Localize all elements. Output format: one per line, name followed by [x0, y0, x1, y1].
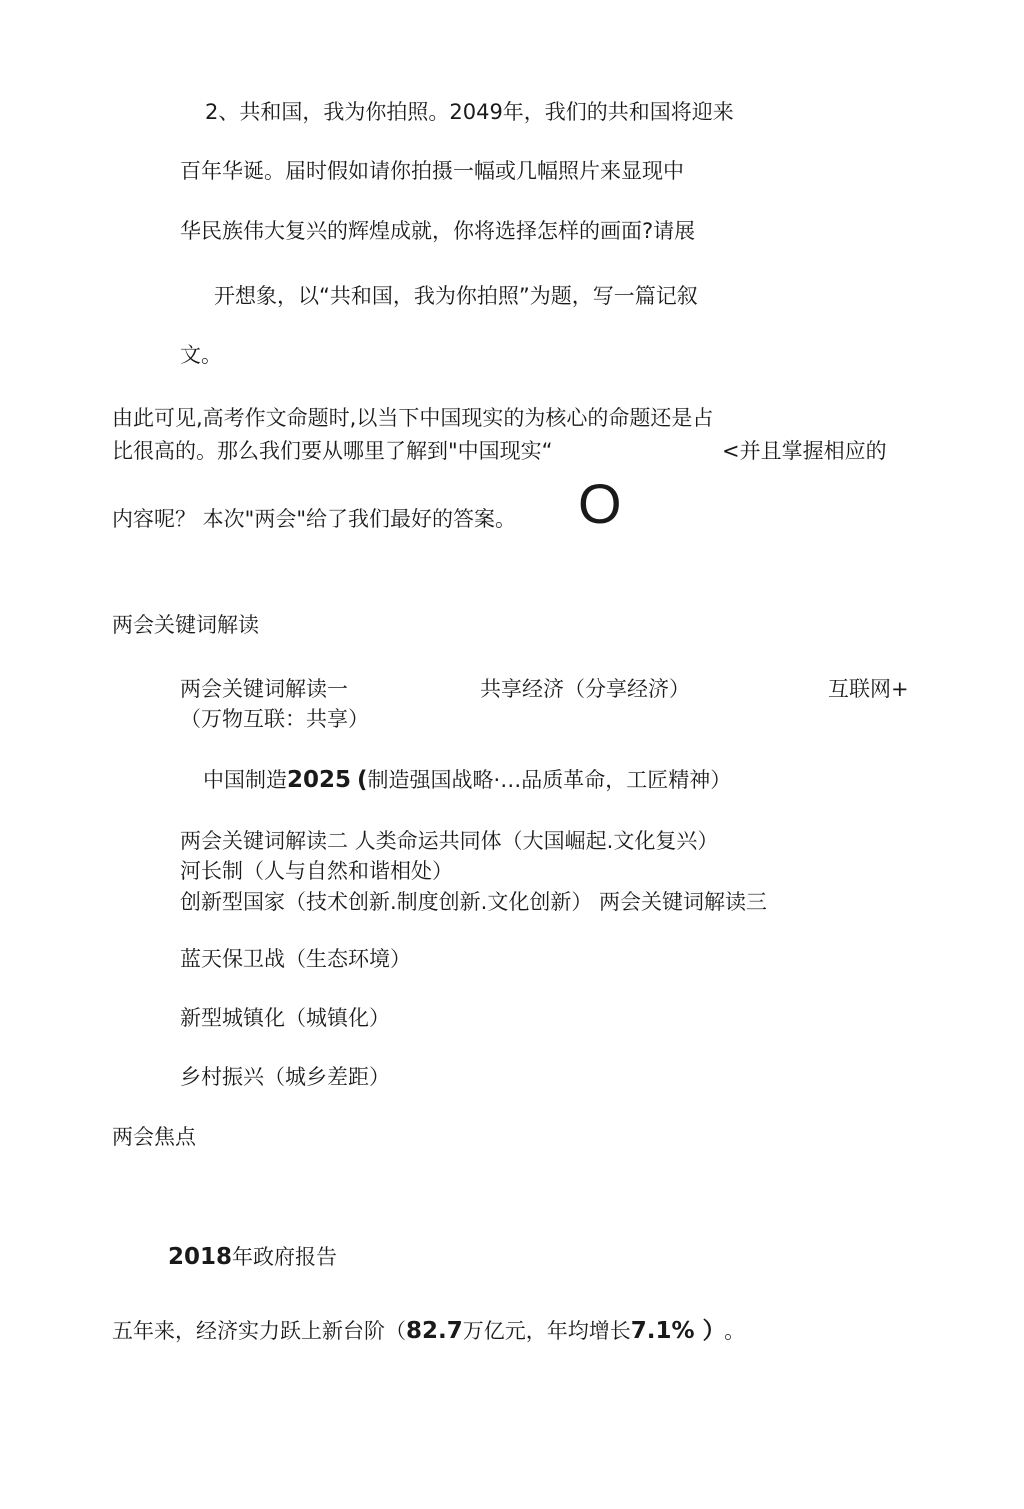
focus-heading: 两会焦点 [112, 1125, 196, 1149]
summary-gdp: 82.7 [406, 1318, 463, 1344]
keyword-group-1-label: 两会关键词解读一 [180, 677, 348, 701]
summary-rate: 7.1% [630, 1318, 695, 1344]
keyword-sharing-economy: 共享经济（分享经济） [480, 677, 690, 701]
keyword-made-in-china [203, 767, 731, 793]
made-in-china-year: 2025 [287, 767, 352, 793]
made-in-china-paren: ( [357, 767, 368, 793]
intro-line-2b: <并且掌握相应的 [722, 439, 887, 463]
intro-line-3: 内容呢？ 本次"两会"给了我们最好的答案。 [112, 507, 516, 531]
keyword-blue-sky: 蓝天保卫战（生态环境） [180, 947, 411, 971]
prompt-line-5: 文。 [180, 343, 222, 367]
made-in-china-prefix: 中国制造 [203, 768, 287, 792]
keyword-river-chief: 河长制（人与自然和谐相处） [180, 859, 453, 883]
keyword-group-2-line: 两会关键词解读二 人类命运共同体（大国崛起.文化复兴） [180, 829, 719, 853]
prompt-line-3: 华民族伟大复兴的辉煌成就，你将选择怎样的画面?请展 [180, 219, 696, 243]
intro-line-1: 由此可见,高考作文命题时,以当下中国现实的为核心的命题还是占 [112, 406, 714, 430]
prompt-line-2: 百年华诞。届时假如请你拍摄一幅或几幅照片来显现中 [180, 159, 684, 183]
summary-end: 。 [724, 1319, 746, 1343]
report-year: 2018 [168, 1244, 233, 1270]
intro-line-2a: 比很高的。那么我们要从哪里了解到"中国现实“ [112, 439, 553, 463]
made-in-china-rest: 制造强国战略·…品质革命，工匠精神） [367, 768, 732, 792]
summary-text-b: 万亿元，年均增长 [462, 1319, 631, 1343]
report-title [168, 1244, 337, 1270]
report-title-text: 年政府报告 [232, 1245, 338, 1269]
keywords-heading: 两会关键词解读 [112, 613, 259, 637]
keyword-rural: 乡村振兴（城乡差距） [180, 1065, 390, 1089]
prompt-line-1: 2、共和国，我为你拍照。2049年，我们的共和国将迎来 [205, 100, 734, 124]
summary-close: ） [694, 1318, 715, 1344]
big-o-mark: O [578, 472, 622, 535]
prompt-line-4: 开想象，以“共和国，我为你拍照”为题，写一篇记叙 [214, 284, 698, 308]
report-summary [112, 1318, 745, 1344]
keyword-innovation-line: 创新型国家（技术创新.制度创新.文化创新） 两会关键词解读三 [180, 890, 768, 914]
keyword-internet-plus: 互联网+ [828, 677, 909, 701]
keyword-internet-plus-note: （万物互联：共享） [180, 707, 369, 731]
keyword-urbanization: 新型城镇化（城镇化） [180, 1006, 390, 1030]
summary-text-a: 五年来，经济实力跃上新台阶（ [112, 1319, 406, 1343]
